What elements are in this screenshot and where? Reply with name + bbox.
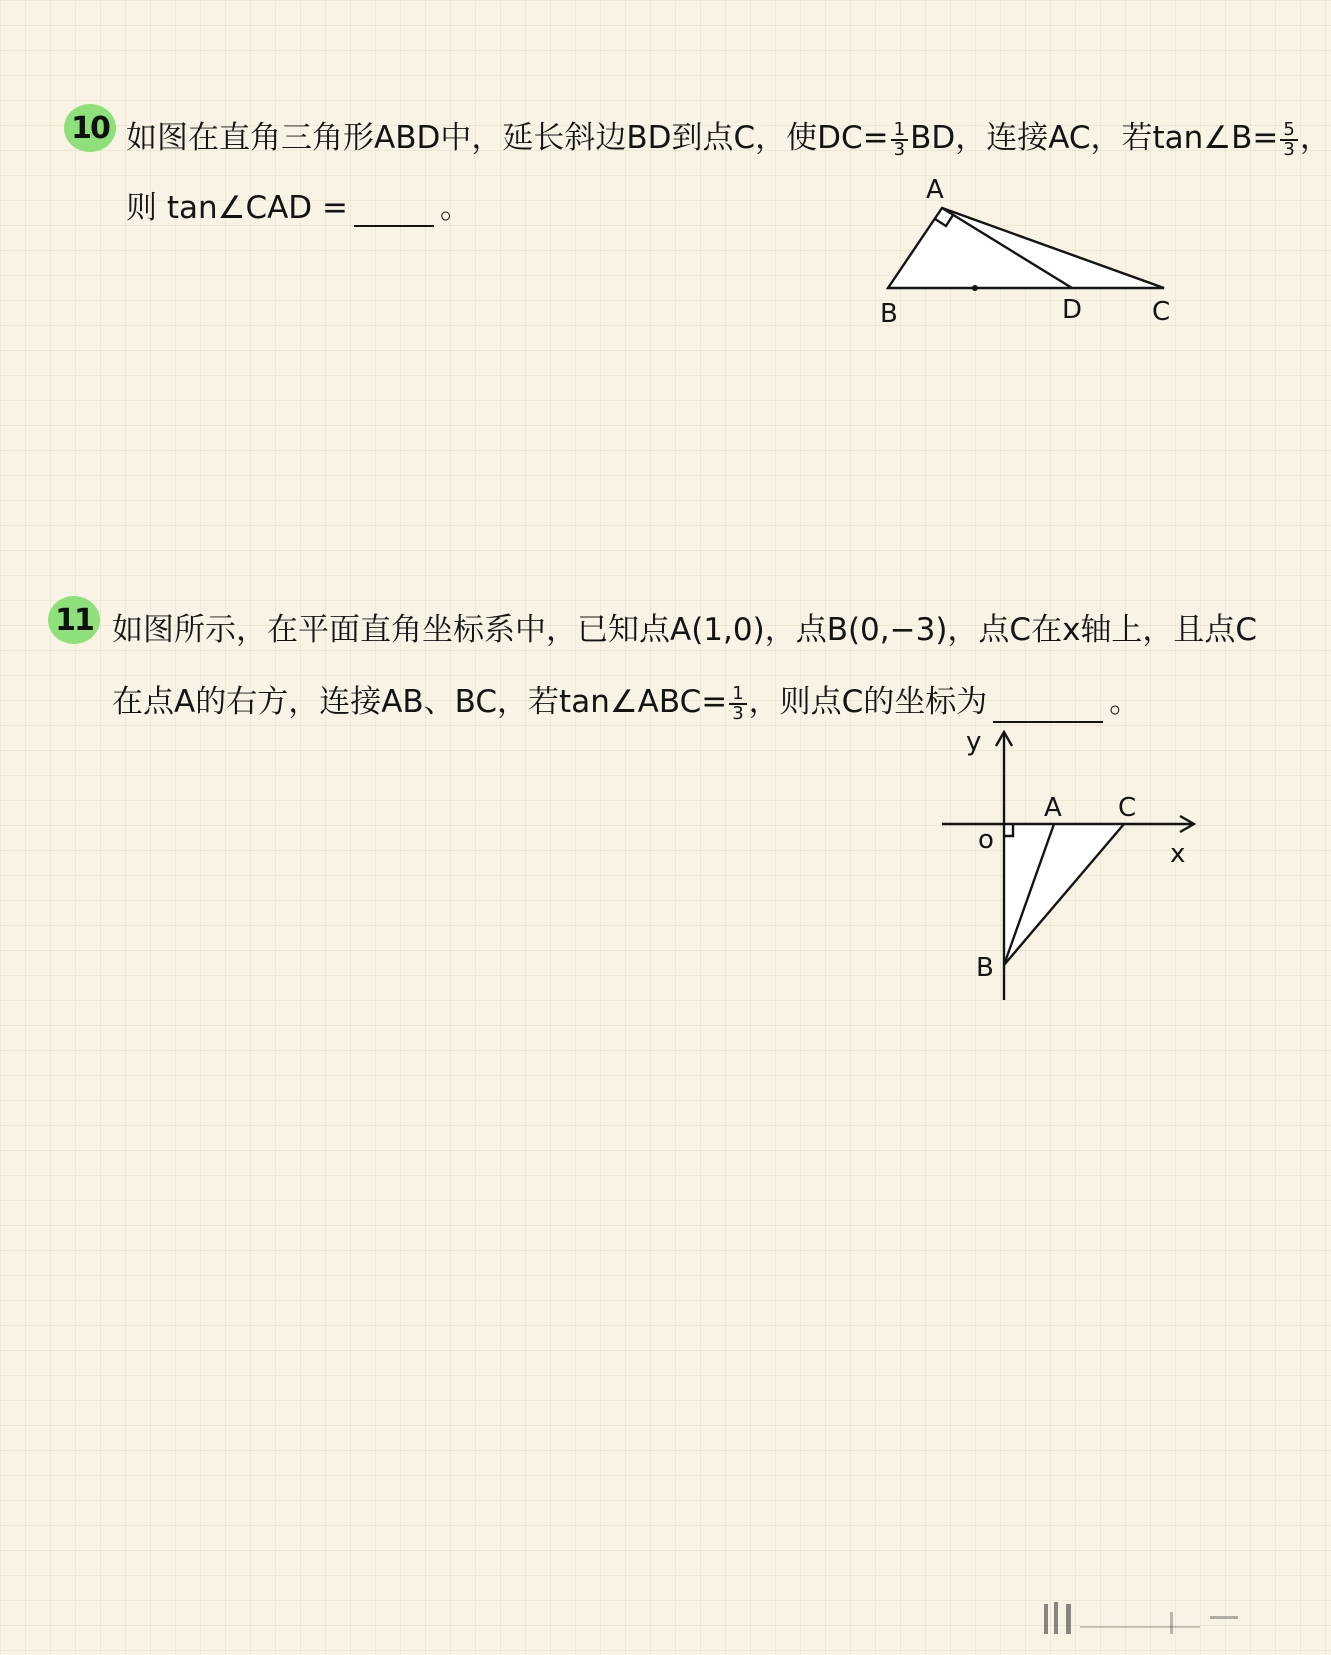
problem-text: 在点A的右方，连接AB、BC，若tan∠ABC=	[112, 684, 728, 720]
problem-number: 10	[71, 110, 109, 146]
label-a: A	[926, 175, 944, 205]
label-c: C	[1152, 297, 1171, 327]
problem-text: ，	[1299, 120, 1331, 156]
label-b: B	[880, 299, 898, 329]
fraction-numerator: 5	[1280, 121, 1297, 141]
problem-text: ，则点C的坐标为	[748, 684, 988, 720]
label-a: A	[1044, 793, 1062, 823]
fraction-denominator: 3	[732, 702, 744, 724]
label-y: y	[966, 727, 982, 757]
fraction-denominator: 3	[893, 138, 906, 160]
label-b: B	[976, 953, 994, 983]
page-corner-mark	[1040, 1598, 1250, 1638]
label-origin: o	[978, 825, 994, 855]
fraction-denominator: 3	[1283, 138, 1295, 160]
problem-number: 11	[55, 602, 93, 638]
fraction-numerator: 1	[891, 121, 908, 141]
fraction-tanb	[1280, 118, 1297, 160]
problem-text: 。	[440, 190, 471, 226]
problem-text: 则 tan∠CAD =	[126, 190, 348, 226]
problem-text: 如图在直角三角形ABD中，延长斜边BD到点C，使DC=	[126, 120, 889, 156]
label-c: C	[1118, 793, 1137, 823]
problem-text: 。	[1109, 684, 1141, 720]
label-x: x	[1170, 839, 1186, 869]
problem-text: 如图所示，在平面直角坐标系中，已知点A(1,0)，点B(0,−3)，点C在x轴上，且点C	[112, 612, 1258, 648]
problem-text: BD，连接AC，若tan∠B=	[910, 120, 1279, 156]
fraction-numerator: 1	[729, 685, 746, 705]
label-d: D	[1062, 295, 1083, 325]
